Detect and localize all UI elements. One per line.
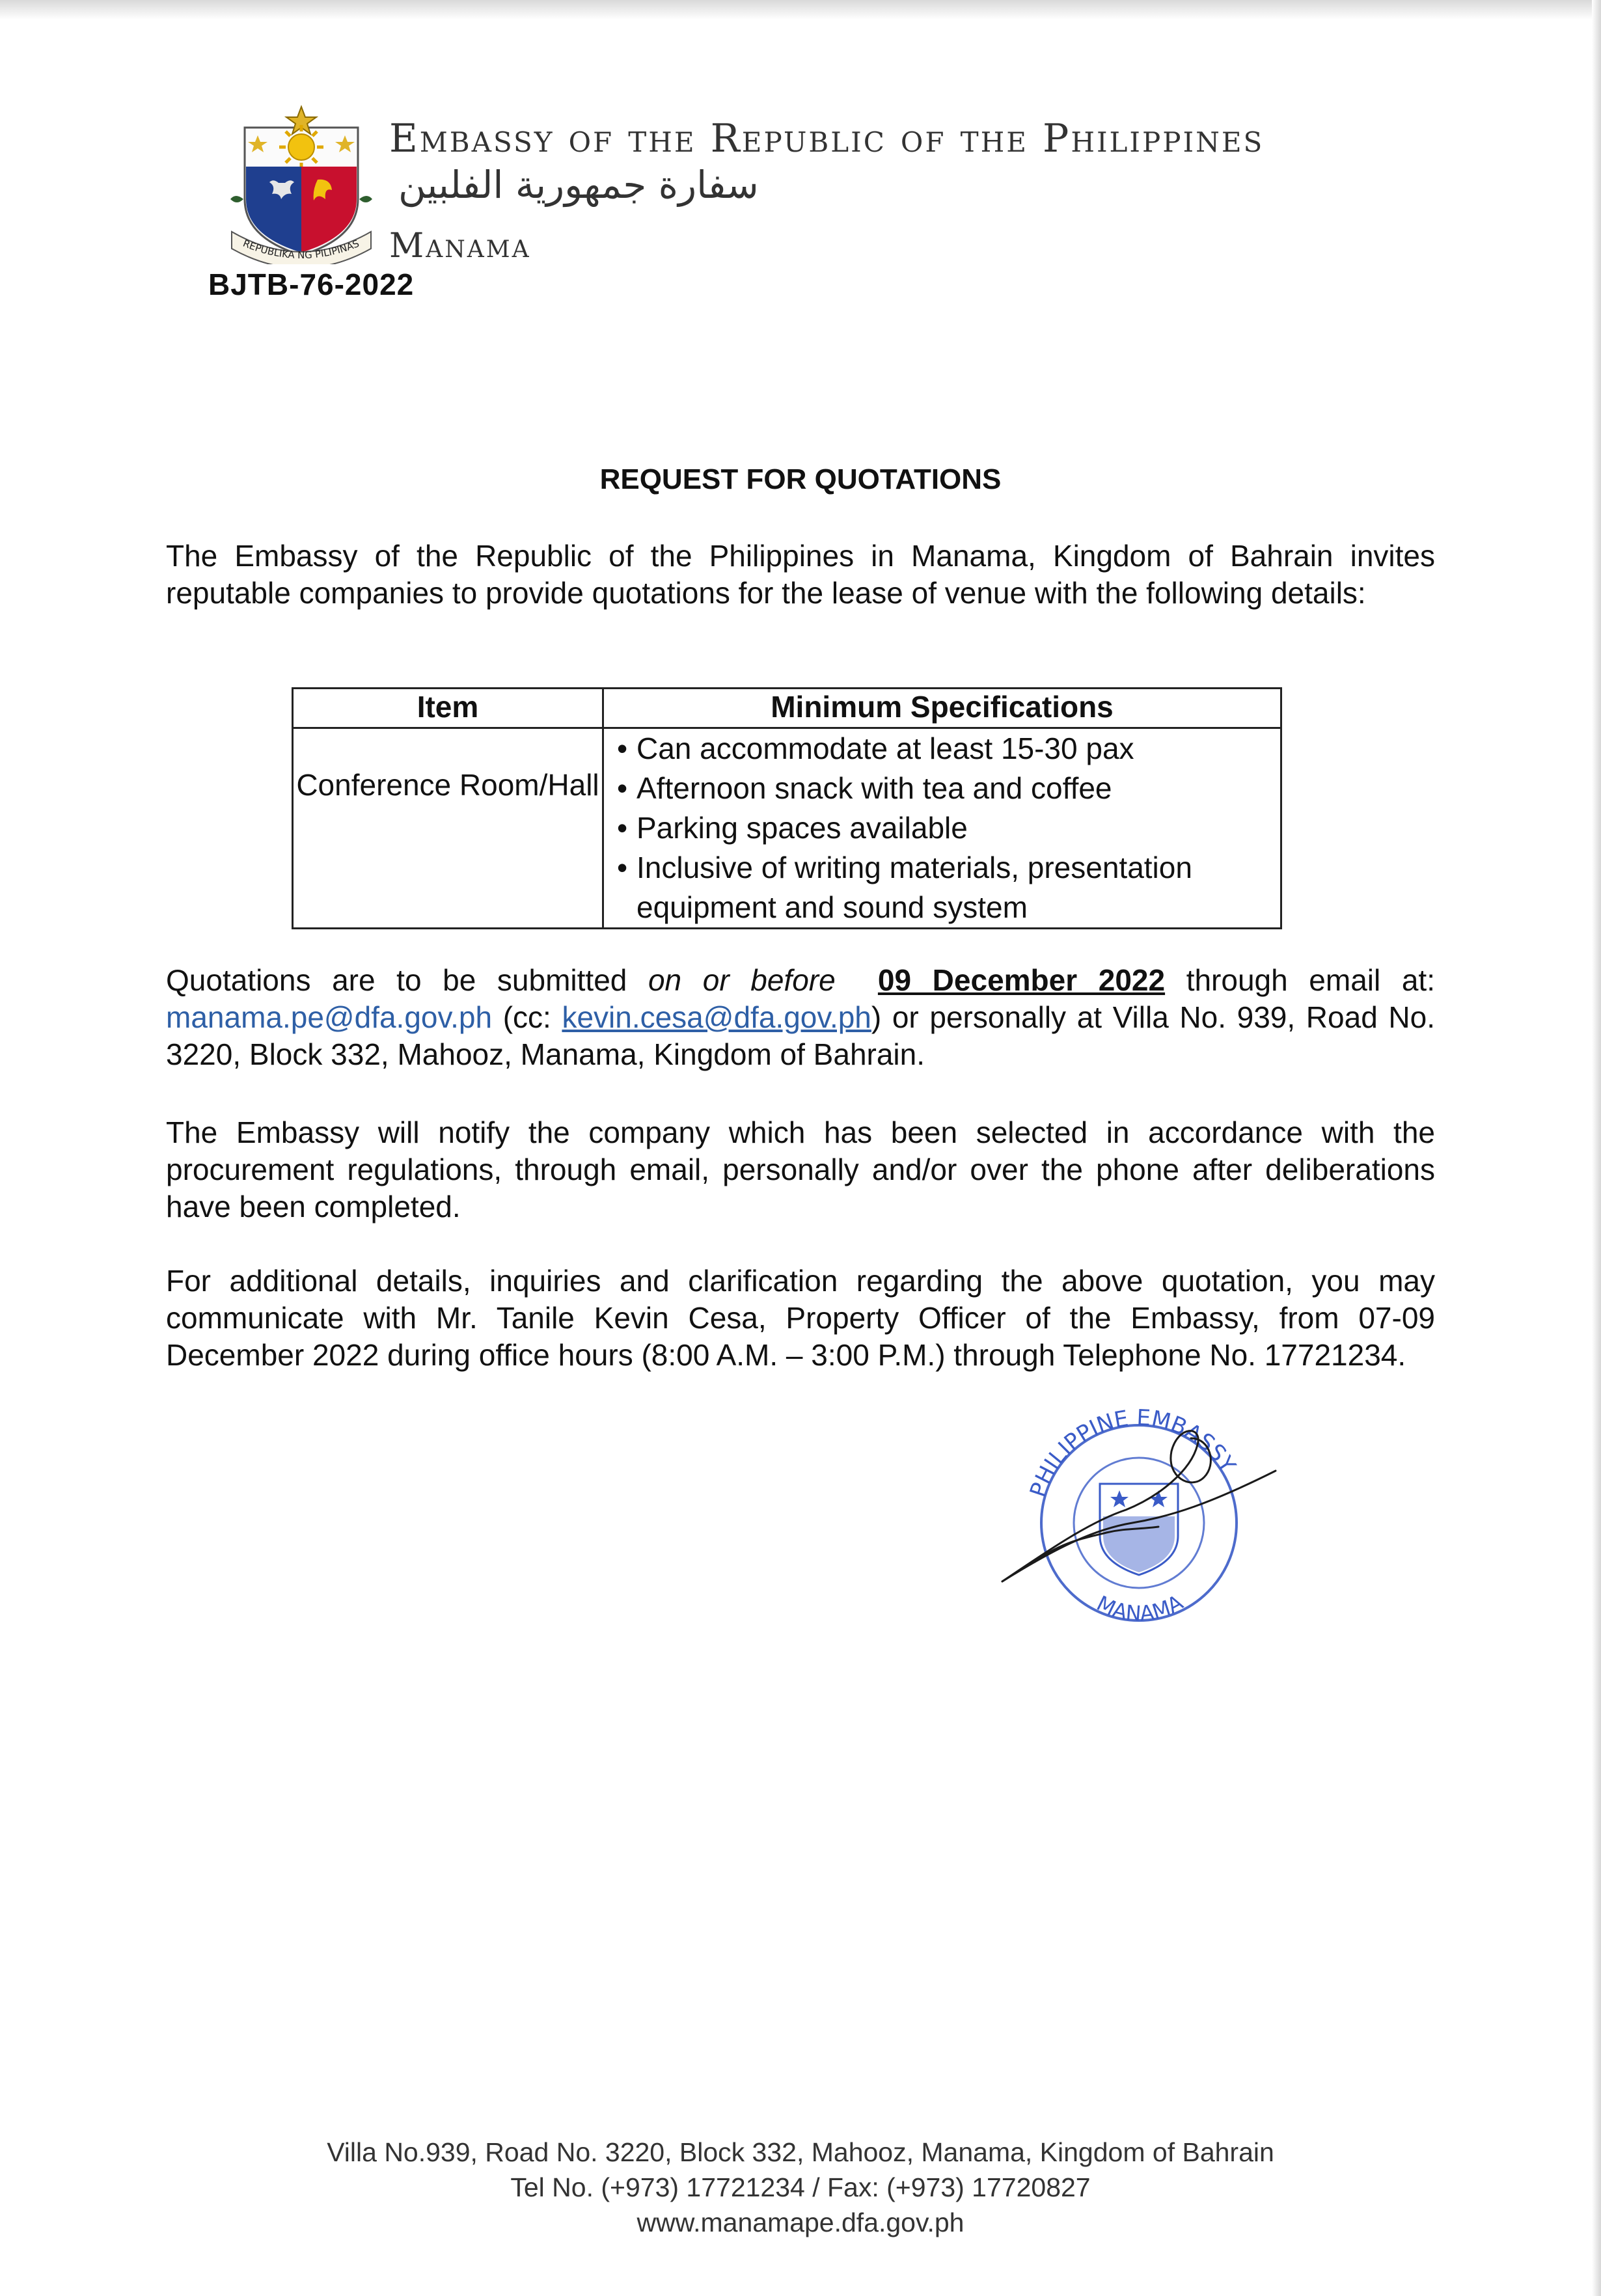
deadline-date: 09 December 2022	[877, 963, 1166, 997]
stamp-bottom-text: MANAMA	[1093, 1589, 1188, 1626]
intro-paragraph: The Embassy of the Republic of the Philippines in Manama, Kingdom of Bahrain invites reputable companies to provide quotations for the lease of venue with the following details:	[166, 539, 1435, 610]
column-header-specifications: Minimum Specifications	[603, 689, 1281, 728]
list-item: • Afternoon snack with tea and coffee	[636, 769, 1270, 808]
table-header-row	[293, 689, 1281, 728]
column-header-item: Item	[293, 689, 603, 728]
reference-number: BJTB-76-2022	[208, 267, 415, 301]
on-or-before-text: on or before	[648, 963, 836, 997]
philippine-coat-of-arms	[226, 102, 376, 264]
bullet-icon: •	[617, 771, 628, 805]
cc-email-link[interactable]: kevin.cesa@dfa.gov.ph	[562, 1000, 871, 1034]
item-cell	[293, 728, 603, 929]
list-item: • Can accommodate at least 15-30 pax	[636, 729, 1270, 769]
item-name: Conference Room/Hall	[296, 768, 599, 802]
bullet-icon: •	[617, 851, 628, 884]
scan-edge-right	[1592, 0, 1601, 2296]
specifications-list	[617, 729, 1270, 927]
star-icon	[1110, 1490, 1129, 1507]
svg-text:PHILIPPINE EMBASSY	[1025, 1405, 1240, 1501]
embassy-name-arabic: سفارة جمهورية الفلبين	[398, 163, 759, 207]
table-row	[293, 728, 1281, 929]
seal-scroll-text: REPUBLIKA NG PILIPINAS	[241, 237, 361, 262]
document-title: REQUEST FOR QUOTATIONS	[599, 463, 1002, 495]
specifications-cell	[603, 728, 1281, 929]
list-item: • Inclusive of writing materials, presentation equipment and sound system	[636, 848, 1270, 927]
embassy-city: Manama	[389, 226, 531, 266]
embassy-stamp	[996, 1399, 1282, 1647]
footer-website: www.manamape.dfa.gov.ph	[636, 2207, 965, 2237]
embassy-name: Embassy of the Republic of the Philippines	[389, 116, 1265, 161]
primary-email-link[interactable]: manama.pe@dfa.gov.ph	[166, 1000, 493, 1034]
contact-paragraph: For additional details, inquiries and clarification regarding the above quotation, you may communicate with Mr. Tanile Kevin Cesa, Property Officer of the Embassy, from 07-09 December 2022 during office hours (8:00 A.M. – 3:00 P.M.) through Telephone No. 17721234.	[166, 1264, 1435, 1372]
bullet-icon: •	[617, 731, 628, 765]
submission-paragraph: Quotations are to be submitted on or before 09 December 2022 through email at: manama.pe@dfa.gov.ph (cc: kevin.cesa@dfa.gov.ph) or personally at Villa No. 939, Road No. 3220, Block 332, Mahooz, Manama, Kingdom of Bahrain.	[166, 963, 1435, 1071]
bullet-icon: •	[617, 811, 628, 845]
specification-table	[292, 687, 1282, 929]
scan-edge-top	[0, 0, 1601, 20]
notify-paragraph: The Embassy will notify the company which has been selected in accordance with the procurement regulations, through email, personally and/or over the phone after deliberations have been completed.	[166, 1115, 1435, 1223]
footer-address: Villa No.939, Road No. 3220, Block 332, Mahooz, Manama, Kingdom of Bahrain	[327, 2137, 1274, 2167]
svg-text:MANAMA	[1093, 1590, 1187, 1626]
stamp-top-text: PHILIPPINE EMBASSY	[1024, 1404, 1241, 1501]
footer-phone-fax: Tel No. (+973) 17721234 / Fax: (+973) 17720827	[510, 2172, 1091, 2202]
list-item: • Parking spaces available	[636, 808, 1270, 848]
